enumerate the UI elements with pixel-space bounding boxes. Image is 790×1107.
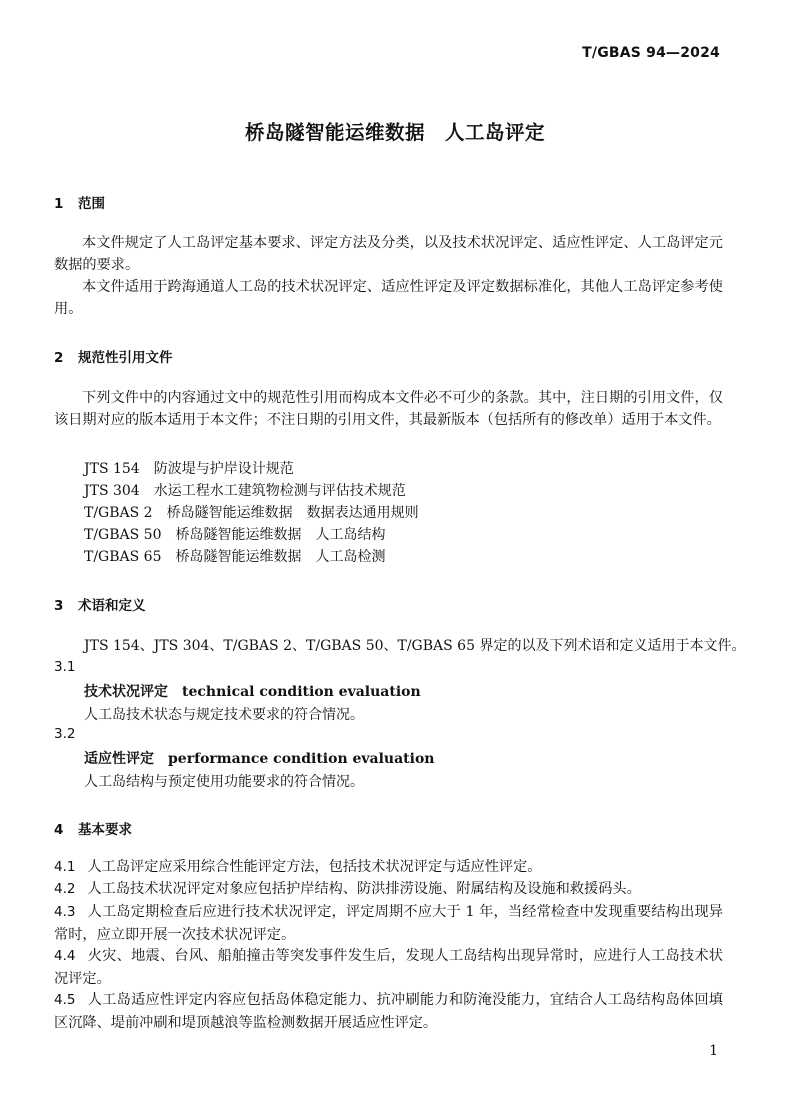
section-number: 1	[54, 196, 64, 212]
requirement-item	[54, 901, 723, 946]
requirement-item	[54, 856, 723, 879]
section-number: 3	[54, 598, 64, 614]
term-title: 适应性评定 performance condition evaluation	[84, 751, 435, 767]
section-number: 2	[54, 350, 64, 366]
requirement-text: 人工岛定期检查后应进行技术状况评定，评定周期不应大于 1 年，当经常检查中发现重要结构出现异常时，应立即开展一次技术状况评定。	[54, 904, 723, 943]
term-definition: 人工岛结构与预定使用功能要求的符合情况。	[84, 774, 364, 790]
reference-item: JTS 304 水运工程水工建筑物检测与评估技术规范	[84, 483, 406, 499]
term-title: 技术状况评定 technical condition evaluation	[84, 684, 421, 700]
page-number: 1	[709, 1043, 718, 1059]
section-title: 基本要求	[78, 822, 132, 838]
requirement-number: 4.4	[54, 948, 76, 964]
section-1-paragraph: 本文件规定了人工岛评定基本要求、评定方法及分类，以及技术状况评定、适应性评定、人工岛评定元数据的要求。	[54, 235, 723, 273]
reference-item: T/GBAS 2 桥岛隧智能运维数据 数据表达通用规则	[84, 505, 419, 521]
requirement-text: 火灾、地震、台风、船舶撞击等突发事件发生后，发现人工岛结构出现异常时，应进行人工岛技术状况评定。	[54, 948, 723, 987]
section-3-heading	[54, 594, 146, 614]
reference-item: JTS 154 防波堤与护岸设计规范	[84, 461, 294, 477]
requirement-item	[54, 878, 723, 901]
reference-item: T/GBAS 50 桥岛隧智能运维数据 人工岛结构	[84, 527, 386, 543]
section-title: 术语和定义	[78, 598, 146, 614]
reference-item: T/GBAS 65 桥岛隧智能运维数据 人工岛检测	[84, 549, 386, 565]
requirement-text: 人工岛评定应采用综合性能评定方法，包括技术状况评定与适应性评定。	[87, 859, 542, 875]
requirement-item	[54, 945, 723, 990]
requirement-number: 4.1	[54, 859, 76, 875]
section-2-heading	[54, 346, 173, 366]
requirement-number: 4.5	[54, 992, 76, 1008]
section-1-heading	[54, 192, 105, 212]
section-title: 范围	[78, 196, 105, 212]
section-number: 4	[54, 822, 64, 838]
document-title: 桥岛隧智能运维数据 人工岛评定	[244, 121, 545, 144]
standard-code: T/GBAS 94—2024	[582, 45, 720, 61]
requirement-number: 4.3	[54, 904, 76, 920]
section-4-heading	[54, 818, 132, 838]
term-definition: 人工岛技术状态与规定技术要求的符合情况。	[84, 707, 364, 723]
term-number: 3.1	[54, 659, 76, 675]
section-title: 规范性引用文件	[78, 350, 173, 366]
term-number: 3.2	[54, 726, 76, 742]
requirement-text: 人工岛适应性评定内容应包括岛体稳定能力、抗冲刷能力和防淹没能力，宜结合人工岛结构岛体回填区沉降、堤前冲刷和堤顶越浪等监检测数据开展适应性评定。	[54, 992, 723, 1031]
requirement-number: 4.2	[54, 881, 76, 897]
requirement-item	[54, 989, 723, 1034]
requirement-text: 人工岛技术状况评定对象应包括护岸结构、防洪排涝设施、附属结构及设施和救援码头。	[87, 881, 641, 897]
section-1-paragraph: 本文件适用于跨海通道人工岛的技术状况评定、适应性评定及评定数据标准化，其他人工岛评定参考使用。	[54, 279, 723, 317]
section-2-intro: 下列文件中的内容通过文中的规范性引用而构成本文件必不可少的条款。其中，注日期的引用文件，仅该日期对应的版本适用于本文件；不注日期的引用文件，其最新版本（包括所有的修改单）适用于本文件。	[54, 390, 723, 428]
section-3-intro: JTS 154、JTS 304、T/GBAS 2、T/GBAS 50、T/GBAS 65 界定的以及下列术语和定义适用于本文件。	[84, 638, 746, 654]
